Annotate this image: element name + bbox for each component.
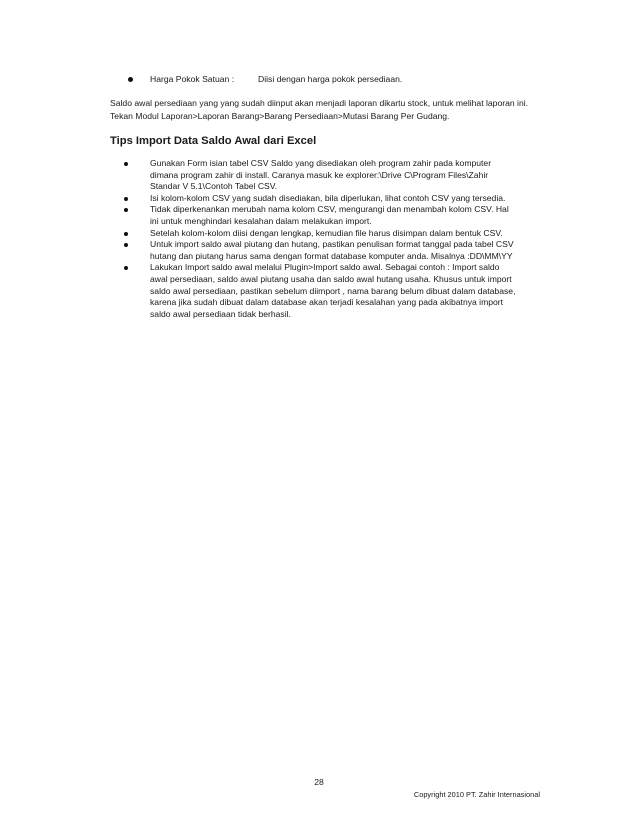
bullet-icon bbox=[124, 266, 128, 270]
tip-text: Untuk import saldo awal piutang dan hutang, pastikan penulisan format tanggal pada tabel CSV hutang dan piutang harus sama dengan format database komputer anda. Misalnya :DD\MM\YY bbox=[150, 239, 514, 261]
tip-item bbox=[118, 193, 518, 205]
tip-text: Setelah kolom-kolom diisi dengan lengkap, kemudian file harus disimpan dalam bentuk CSV. bbox=[150, 227, 503, 238]
bullet-icon bbox=[124, 243, 128, 247]
tip-text: Gunakan Form isian tabel CSV Saldo yang disediakan oleh program zahir pada komputer dimana program zahir di install. Caranya masuk ke explorer:\Drive C\Program Files\Zahir Standar V 5.1\Contoh Tabel CSV. bbox=[150, 158, 492, 192]
field-label: Harga Pokok Satuan : bbox=[150, 74, 235, 84]
copyright-notice: Copyright 2010 PT. Zahir Internasional bbox=[413, 790, 540, 799]
tip-item bbox=[118, 204, 518, 227]
tip-item bbox=[118, 158, 518, 193]
tip-item bbox=[118, 239, 518, 262]
bullet-icon bbox=[124, 162, 128, 166]
intro-line-1: Saldo awal persediaan yang yang sudah diinput akan menjadi laporan dikartu stock, untuk melihat laporan ini. bbox=[110, 98, 529, 108]
tip-text: Tidak diperkenankan merubah nama kolom CSV, mengurangi dan menambah kolom CSV. Hal ini untuk menghindari kesalahan dalam melakukan import. bbox=[150, 204, 509, 226]
tip-text: Isi kolom-kolom CSV yang sudah disediakan, bila diperlukan, lihat contoh CSV yang tersedia. bbox=[150, 192, 506, 203]
intro-paragraph bbox=[110, 97, 530, 122]
bullet-icon bbox=[124, 208, 128, 212]
bullet-icon bbox=[128, 77, 133, 82]
tips-list bbox=[118, 158, 518, 320]
bullet-icon bbox=[124, 232, 128, 236]
tip-item bbox=[118, 262, 518, 320]
intro-line-2: Tekan Modul Laporan>Laporan Barang>Barang Persediaan>Mutasi Barang Per Gudang. bbox=[110, 110, 450, 121]
page-number: 28 bbox=[314, 777, 324, 787]
tip-item bbox=[118, 228, 518, 240]
tip-text: Lakukan Import saldo awal melalui Plugin>Import saldo awal. Sebagai contoh : Import saldo awal persediaan, saldo awal piutang usaha dan saldo awal hutang usaha. Khusus untuk import saldo awal persediaan, pastikan sebelum diimport , nama barang belum dibuat dalam database, karena jika sudah dibuat dalam database akan terjadi kesalahan yang pada akibatnya import saldo awal persediaan tidak berhasil. bbox=[150, 262, 516, 319]
bullet-icon bbox=[124, 197, 128, 201]
section-title: Tips Import Data Saldo Awal dari Excel bbox=[110, 135, 317, 147]
field-description: Diisi dengan harga pokok persediaan. bbox=[258, 74, 403, 84]
